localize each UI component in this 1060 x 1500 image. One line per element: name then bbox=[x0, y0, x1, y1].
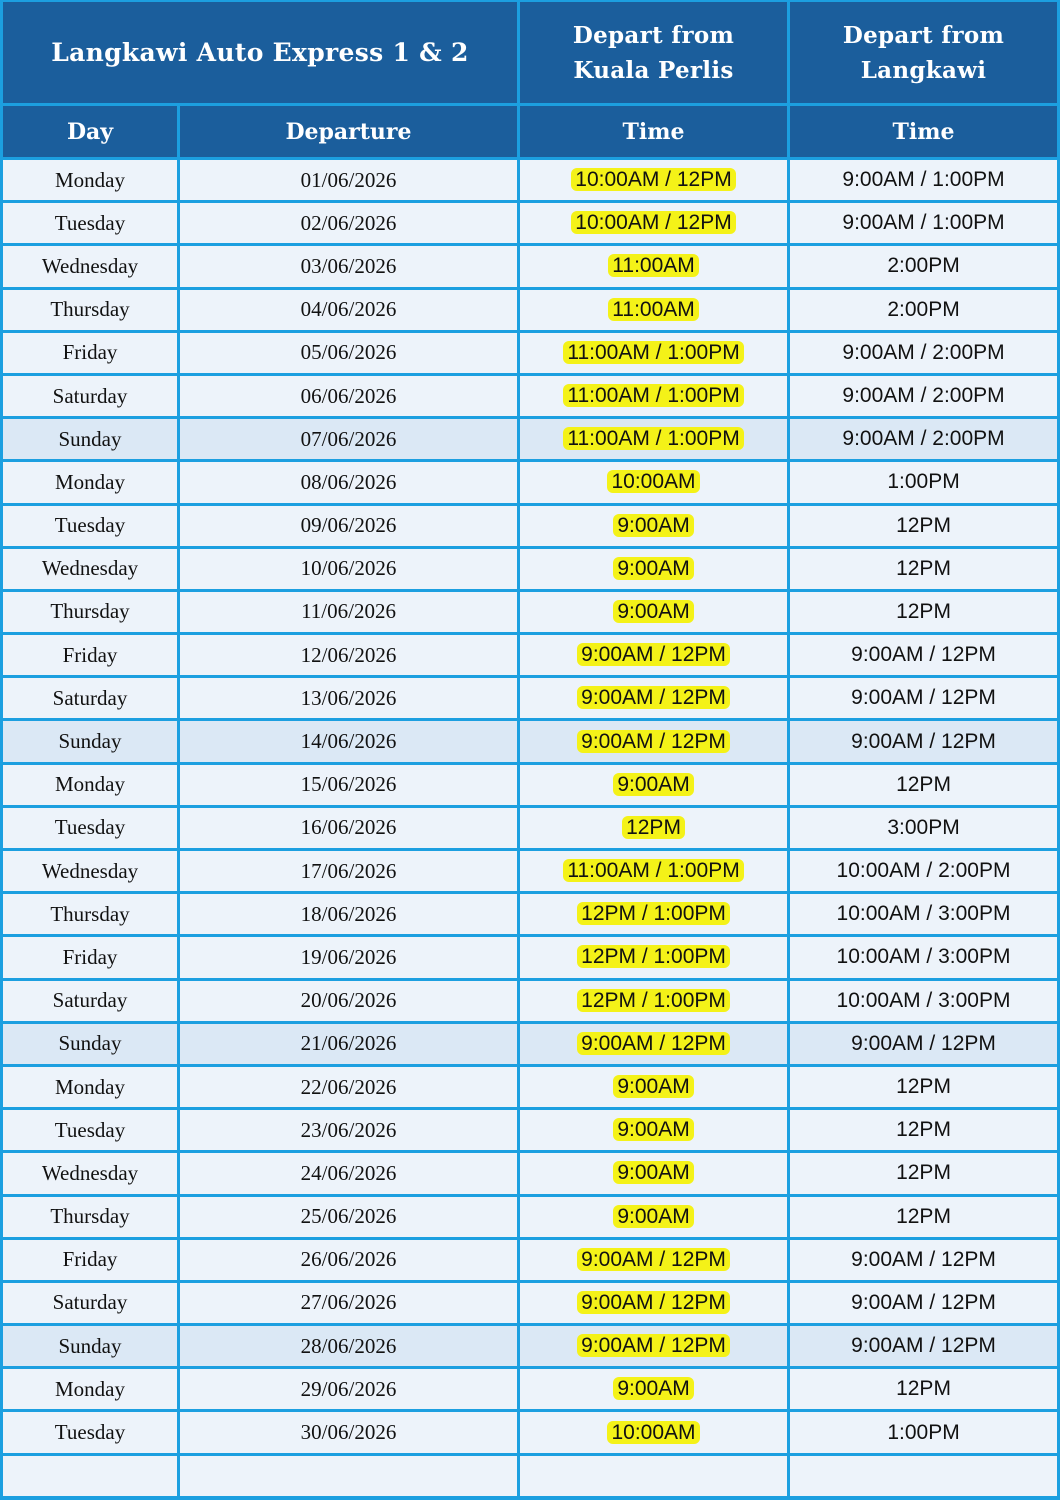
highlighted-time: 10:00AM bbox=[607, 1421, 699, 1444]
row-time-kuala-perlis bbox=[520, 894, 790, 937]
table-row bbox=[0, 333, 1060, 376]
row-date: 22/06/2026 bbox=[180, 1067, 520, 1110]
header-row-main bbox=[0, 2, 1060, 106]
highlighted-time: 9:00AM bbox=[613, 1075, 693, 1098]
row-date: 07/06/2026 bbox=[180, 419, 520, 462]
table-row bbox=[0, 203, 1060, 246]
row-time-kuala-perlis bbox=[520, 721, 790, 764]
row-day: Friday bbox=[0, 333, 180, 376]
highlighted-time: 10:00AM bbox=[607, 470, 699, 493]
row-day: Friday bbox=[0, 635, 180, 678]
header-time-kuala-perlis: Time bbox=[520, 106, 790, 160]
highlighted-time: 9:00AM / 12PM bbox=[577, 643, 730, 666]
row-day: Saturday bbox=[0, 376, 180, 419]
row-date: 19/06/2026 bbox=[180, 937, 520, 980]
row-date: 12/06/2026 bbox=[180, 635, 520, 678]
row-date: 10/06/2026 bbox=[180, 549, 520, 592]
row-date: 20/06/2026 bbox=[180, 981, 520, 1024]
table-row bbox=[0, 765, 1060, 808]
row-time-langkawi: 12PM bbox=[790, 1067, 1060, 1110]
highlighted-time: 11:00AM / 1:00PM bbox=[563, 384, 743, 407]
row-day: Wednesday bbox=[0, 549, 180, 592]
row-time-langkawi: 1:00PM bbox=[790, 462, 1060, 505]
table-row bbox=[0, 376, 1060, 419]
row-time-kuala-perlis bbox=[520, 419, 790, 462]
row-time-kuala-perlis bbox=[520, 1240, 790, 1283]
row-time-langkawi: 12PM bbox=[790, 1153, 1060, 1196]
row-time-langkawi: 3:00PM bbox=[790, 808, 1060, 851]
row-date: 03/06/2026 bbox=[180, 246, 520, 289]
header-day: Day bbox=[0, 106, 180, 160]
row-date: 09/06/2026 bbox=[180, 506, 520, 549]
table-row bbox=[0, 1369, 1060, 1412]
row-time-langkawi: 9:00AM / 12PM bbox=[790, 678, 1060, 721]
row-day: Tuesday bbox=[0, 808, 180, 851]
row-day: Tuesday bbox=[0, 1110, 180, 1153]
highlighted-time: 11:00AM bbox=[608, 298, 699, 321]
row-day: Sunday bbox=[0, 419, 180, 462]
row-date: 02/06/2026 bbox=[180, 203, 520, 246]
row-day: Tuesday bbox=[0, 506, 180, 549]
row-time-langkawi: 9:00AM / 1:00PM bbox=[790, 160, 1060, 203]
row-time-kuala-perlis bbox=[520, 937, 790, 980]
table-row bbox=[0, 1283, 1060, 1326]
row-day: Sunday bbox=[0, 721, 180, 764]
row-time-langkawi: 2:00PM bbox=[790, 246, 1060, 289]
row-day: Thursday bbox=[0, 1197, 180, 1240]
row-time-kuala-perlis bbox=[520, 1412, 790, 1455]
table-row bbox=[0, 1412, 1060, 1455]
row-time-langkawi: 12PM bbox=[790, 592, 1060, 635]
row-day: Monday bbox=[0, 160, 180, 203]
header-depart-langkawi bbox=[790, 2, 1060, 106]
row-date: 05/06/2026 bbox=[180, 333, 520, 376]
empty-cell bbox=[180, 1456, 520, 1499]
row-time-langkawi: 12PM bbox=[790, 549, 1060, 592]
row-day: Thursday bbox=[0, 894, 180, 937]
row-time-langkawi: 12PM bbox=[790, 1110, 1060, 1153]
row-time-kuala-perlis bbox=[520, 1110, 790, 1153]
row-day: Saturday bbox=[0, 678, 180, 721]
highlighted-time: 9:00AM / 12PM bbox=[577, 1334, 730, 1357]
highlighted-time: 10:00AM / 12PM bbox=[571, 211, 735, 234]
highlighted-time: 12PM bbox=[622, 816, 685, 839]
row-date: 23/06/2026 bbox=[180, 1110, 520, 1153]
row-time-langkawi: 12PM bbox=[790, 1369, 1060, 1412]
header-lk-line2: Langkawi bbox=[860, 56, 987, 84]
row-date: 29/06/2026 bbox=[180, 1369, 520, 1412]
row-time-kuala-perlis bbox=[520, 333, 790, 376]
row-day: Wednesday bbox=[0, 1153, 180, 1196]
row-time-kuala-perlis bbox=[520, 506, 790, 549]
row-day: Friday bbox=[0, 1240, 180, 1283]
row-day: Tuesday bbox=[0, 203, 180, 246]
table-row bbox=[0, 1197, 1060, 1240]
table-row bbox=[0, 635, 1060, 678]
table-row bbox=[0, 419, 1060, 462]
row-time-kuala-perlis bbox=[520, 635, 790, 678]
row-day: Friday bbox=[0, 937, 180, 980]
header-kp-line2: Kuala Perlis bbox=[573, 56, 734, 84]
header-kp-line1: Depart from bbox=[572, 21, 735, 49]
highlighted-time: 9:00AM bbox=[613, 1205, 693, 1228]
row-day: Wednesday bbox=[0, 246, 180, 289]
row-date: 17/06/2026 bbox=[180, 851, 520, 894]
row-date: 01/06/2026 bbox=[180, 160, 520, 203]
row-date: 16/06/2026 bbox=[180, 808, 520, 851]
row-date: 06/06/2026 bbox=[180, 376, 520, 419]
row-day: Wednesday bbox=[0, 851, 180, 894]
row-time-kuala-perlis bbox=[520, 160, 790, 203]
empty-cell bbox=[790, 1456, 1060, 1499]
highlighted-time: 12PM / 1:00PM bbox=[577, 989, 730, 1012]
row-time-langkawi: 10:00AM / 3:00PM bbox=[790, 894, 1060, 937]
row-time-langkawi: 9:00AM / 2:00PM bbox=[790, 376, 1060, 419]
empty-cell bbox=[0, 1456, 180, 1499]
highlighted-time: 9:00AM bbox=[613, 514, 693, 537]
row-time-langkawi: 9:00AM / 12PM bbox=[790, 1024, 1060, 1067]
row-time-langkawi: 1:00PM bbox=[790, 1412, 1060, 1455]
row-time-kuala-perlis bbox=[520, 592, 790, 635]
row-date: 14/06/2026 bbox=[180, 721, 520, 764]
row-time-kuala-perlis bbox=[520, 1326, 790, 1369]
row-day: Monday bbox=[0, 462, 180, 505]
row-day: Monday bbox=[0, 1067, 180, 1110]
table-row bbox=[0, 981, 1060, 1024]
row-time-langkawi: 2:00PM bbox=[790, 290, 1060, 333]
row-date: 15/06/2026 bbox=[180, 765, 520, 808]
row-date: 27/06/2026 bbox=[180, 1283, 520, 1326]
highlighted-time: 9:00AM / 12PM bbox=[577, 1291, 730, 1314]
row-date: 13/06/2026 bbox=[180, 678, 520, 721]
row-time-kuala-perlis bbox=[520, 1283, 790, 1326]
row-time-kuala-perlis bbox=[520, 1067, 790, 1110]
row-time-langkawi: 9:00AM / 1:00PM bbox=[790, 203, 1060, 246]
highlighted-time: 11:00AM / 1:00PM bbox=[563, 341, 743, 364]
row-day: Saturday bbox=[0, 1283, 180, 1326]
table-row bbox=[0, 549, 1060, 592]
highlighted-time: 11:00AM bbox=[608, 254, 699, 277]
row-time-kuala-perlis bbox=[520, 808, 790, 851]
row-date: 11/06/2026 bbox=[180, 592, 520, 635]
table-row bbox=[0, 937, 1060, 980]
row-date: 30/06/2026 bbox=[180, 1412, 520, 1455]
header-lk-line1: Depart from bbox=[842, 21, 1005, 49]
row-time-langkawi: 9:00AM / 12PM bbox=[790, 1326, 1060, 1369]
table-row bbox=[0, 1153, 1060, 1196]
row-time-langkawi: 9:00AM / 2:00PM bbox=[790, 419, 1060, 462]
row-day: Sunday bbox=[0, 1024, 180, 1067]
row-time-langkawi: 10:00AM / 3:00PM bbox=[790, 981, 1060, 1024]
row-time-langkawi: 12PM bbox=[790, 765, 1060, 808]
highlighted-time: 9:00AM bbox=[613, 557, 693, 580]
empty-cell bbox=[520, 1456, 790, 1499]
row-date: 21/06/2026 bbox=[180, 1024, 520, 1067]
row-time-kuala-perlis bbox=[520, 1197, 790, 1240]
header-time-langkawi: Time bbox=[790, 106, 1060, 160]
table-row bbox=[0, 592, 1060, 635]
highlighted-time: 10:00AM / 12PM bbox=[571, 168, 735, 191]
table-row bbox=[0, 506, 1060, 549]
table-row bbox=[0, 851, 1060, 894]
highlighted-time: 9:00AM bbox=[613, 600, 693, 623]
table-row bbox=[0, 290, 1060, 333]
header-depart-kuala-perlis bbox=[520, 2, 790, 106]
highlighted-time: 9:00AM bbox=[613, 1118, 693, 1141]
row-time-kuala-perlis bbox=[520, 549, 790, 592]
row-day: Sunday bbox=[0, 1326, 180, 1369]
row-time-kuala-perlis bbox=[520, 851, 790, 894]
highlighted-time: 9:00AM / 12PM bbox=[577, 730, 730, 753]
schedule-title: Langkawi Auto Express 1 & 2 bbox=[0, 2, 520, 106]
row-time-langkawi: 10:00AM / 3:00PM bbox=[790, 937, 1060, 980]
row-date: 18/06/2026 bbox=[180, 894, 520, 937]
row-day: Monday bbox=[0, 765, 180, 808]
row-day: Tuesday bbox=[0, 1412, 180, 1455]
row-time-langkawi: 12PM bbox=[790, 506, 1060, 549]
highlighted-time: 9:00AM / 12PM bbox=[577, 686, 730, 709]
header-row-sub bbox=[0, 106, 1060, 160]
highlighted-time: 9:00AM bbox=[613, 773, 693, 796]
row-time-kuala-perlis bbox=[520, 1369, 790, 1412]
row-time-kuala-perlis bbox=[520, 376, 790, 419]
row-time-kuala-perlis bbox=[520, 981, 790, 1024]
row-time-langkawi: 9:00AM / 12PM bbox=[790, 1240, 1060, 1283]
row-day: Saturday bbox=[0, 981, 180, 1024]
highlighted-time: 11:00AM / 1:00PM bbox=[563, 859, 743, 882]
highlighted-time: 9:00AM / 12PM bbox=[577, 1032, 730, 1055]
table-row bbox=[0, 462, 1060, 505]
row-time-langkawi: 9:00AM / 12PM bbox=[790, 635, 1060, 678]
row-time-langkawi: 9:00AM / 12PM bbox=[790, 721, 1060, 764]
table-row bbox=[0, 246, 1060, 289]
row-time-langkawi: 10:00AM / 2:00PM bbox=[790, 851, 1060, 894]
row-time-kuala-perlis bbox=[520, 462, 790, 505]
table-row bbox=[0, 160, 1060, 203]
row-time-kuala-perlis bbox=[520, 765, 790, 808]
row-time-kuala-perlis bbox=[520, 290, 790, 333]
empty-row bbox=[0, 1456, 1060, 1499]
row-time-langkawi: 9:00AM / 2:00PM bbox=[790, 333, 1060, 376]
header-departure: Departure bbox=[180, 106, 520, 160]
row-day: Thursday bbox=[0, 290, 180, 333]
row-date: 25/06/2026 bbox=[180, 1197, 520, 1240]
row-date: 04/06/2026 bbox=[180, 290, 520, 333]
row-date: 08/06/2026 bbox=[180, 462, 520, 505]
highlighted-time: 11:00AM / 1:00PM bbox=[563, 427, 743, 450]
row-time-kuala-perlis bbox=[520, 1024, 790, 1067]
table-row bbox=[0, 721, 1060, 764]
table-row bbox=[0, 1067, 1060, 1110]
table-row bbox=[0, 678, 1060, 721]
row-time-kuala-perlis bbox=[520, 203, 790, 246]
schedule-body bbox=[0, 160, 1060, 1499]
row-time-kuala-perlis bbox=[520, 1153, 790, 1196]
row-time-langkawi: 9:00AM / 12PM bbox=[790, 1283, 1060, 1326]
highlighted-time: 12PM / 1:00PM bbox=[577, 945, 730, 968]
table-row bbox=[0, 1240, 1060, 1283]
row-time-langkawi: 12PM bbox=[790, 1197, 1060, 1240]
row-day: Monday bbox=[0, 1369, 180, 1412]
row-time-kuala-perlis bbox=[520, 678, 790, 721]
table-row bbox=[0, 1024, 1060, 1067]
row-date: 26/06/2026 bbox=[180, 1240, 520, 1283]
row-day: Thursday bbox=[0, 592, 180, 635]
table-row bbox=[0, 808, 1060, 851]
table-row bbox=[0, 1110, 1060, 1153]
row-date: 28/06/2026 bbox=[180, 1326, 520, 1369]
table-row bbox=[0, 1326, 1060, 1369]
highlighted-time: 9:00AM bbox=[613, 1161, 693, 1184]
row-time-kuala-perlis bbox=[520, 246, 790, 289]
table-row bbox=[0, 894, 1060, 937]
highlighted-time: 12PM / 1:00PM bbox=[577, 902, 730, 925]
highlighted-time: 9:00AM / 12PM bbox=[577, 1248, 730, 1271]
ferry-schedule-table bbox=[0, 2, 1060, 1499]
row-date: 24/06/2026 bbox=[180, 1153, 520, 1196]
highlighted-time: 9:00AM bbox=[613, 1377, 693, 1400]
